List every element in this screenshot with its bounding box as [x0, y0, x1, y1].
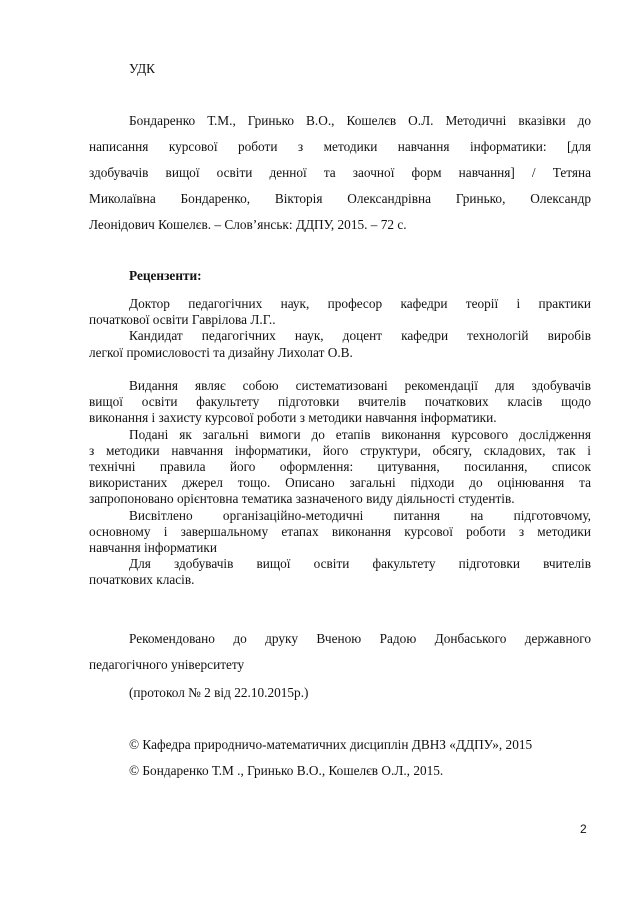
- annotation-line: вищої освіти факультету підготовки вчителів початкових класів щодо: [89, 394, 591, 410]
- reviewer-line: Доктор педагогічних наук, професор кафедри теорії і практики: [129, 296, 591, 311]
- citation-line: написання курсової роботи з методики навчання інформатики: [для: [89, 139, 591, 154]
- annotation-line: початкових класів.: [89, 572, 195, 588]
- page-number: 2: [580, 822, 587, 836]
- annotation-block: [89, 378, 591, 589]
- recommendation-line: Рекомендовано до друку Вченою Радою Донбаського державного: [129, 631, 591, 646]
- udk-label: [89, 56, 591, 82]
- reviewers-heading: [89, 263, 591, 289]
- annotation-line: технічні правила його оформлення: цитування, посилання, список: [89, 459, 591, 475]
- citation-line: Бондаренко Т.М., Гринько В.О., Кошелєв О.Л. Методичні вказівки до: [129, 113, 591, 128]
- copyright-line: © Бондаренко Т.М ., Гринько В.О., Кошелєв О.Л., 2015.: [129, 763, 444, 778]
- annotation-line: основному і завершальному етапах виконання курсової роботи з методики: [89, 523, 591, 539]
- annotation-line: Видання являє собою систематизовані рекомендації для здобувачів: [129, 378, 591, 393]
- annotation-line: Висвітлено організаційно-методичні питання на підготовчому,: [129, 507, 591, 523]
- copyright-line: © Кафедра природничо-математичних дисциплін ДВНЗ «ДДПУ», 2015: [129, 737, 533, 752]
- recommendation-block: [89, 626, 591, 678]
- reviewers-heading-text: Рецензенти:: [129, 268, 202, 283]
- reviewers-block: [89, 296, 591, 361]
- copyright-block: [89, 732, 591, 784]
- citation-block: [89, 108, 591, 238]
- annotation-line: використаних джерел тощо. Описано загальні підходи до оцінювання та: [89, 475, 591, 491]
- citation-line: Леонідович Кошелєв. – Слов’янськ: ДДПУ, 2015. – 72 с.: [89, 217, 407, 232]
- protocol-block: [89, 680, 591, 706]
- recommendation-line: педагогічного університету: [89, 657, 245, 672]
- protocol-line: (протокол № 2 від 22.10.2015р.): [129, 685, 309, 700]
- reviewer-line: Кандидат педагогічних наук, доцент кафедри технологій виробів: [129, 328, 591, 344]
- citation-line: Миколаївна Бондаренко, Вікторія Олександрівна Гринько, Олександр: [89, 191, 591, 206]
- reviewer-line: початкової освіти Гаврілова Л.Г..: [89, 312, 276, 328]
- annotation-line: запропоновано орієнтовна тематика зазначеного виду діяльності студентів.: [89, 491, 515, 507]
- reviewer-line: легкої промисловості та дизайну Лихолат О.В.: [89, 344, 353, 360]
- udk-text: УДК: [129, 61, 156, 76]
- annotation-line: Для здобувачів вищої освіти факультету підготовки вчителів: [129, 556, 591, 572]
- annotation-line: з методики навчання інформатики, його структури, обсягу, складових, так і: [89, 442, 591, 458]
- annotation-line: Подані як загальні вимоги до етапів виконання курсового дослідження: [129, 426, 591, 442]
- citation-line: здобувачів вищої освіти денної та заочної форм навчання] / Тетяна: [89, 165, 591, 180]
- annotation-line: виконання і захисту курсової роботи з методики навчання інформатики.: [89, 410, 497, 426]
- annotation-line: навчання інформатики: [89, 540, 217, 556]
